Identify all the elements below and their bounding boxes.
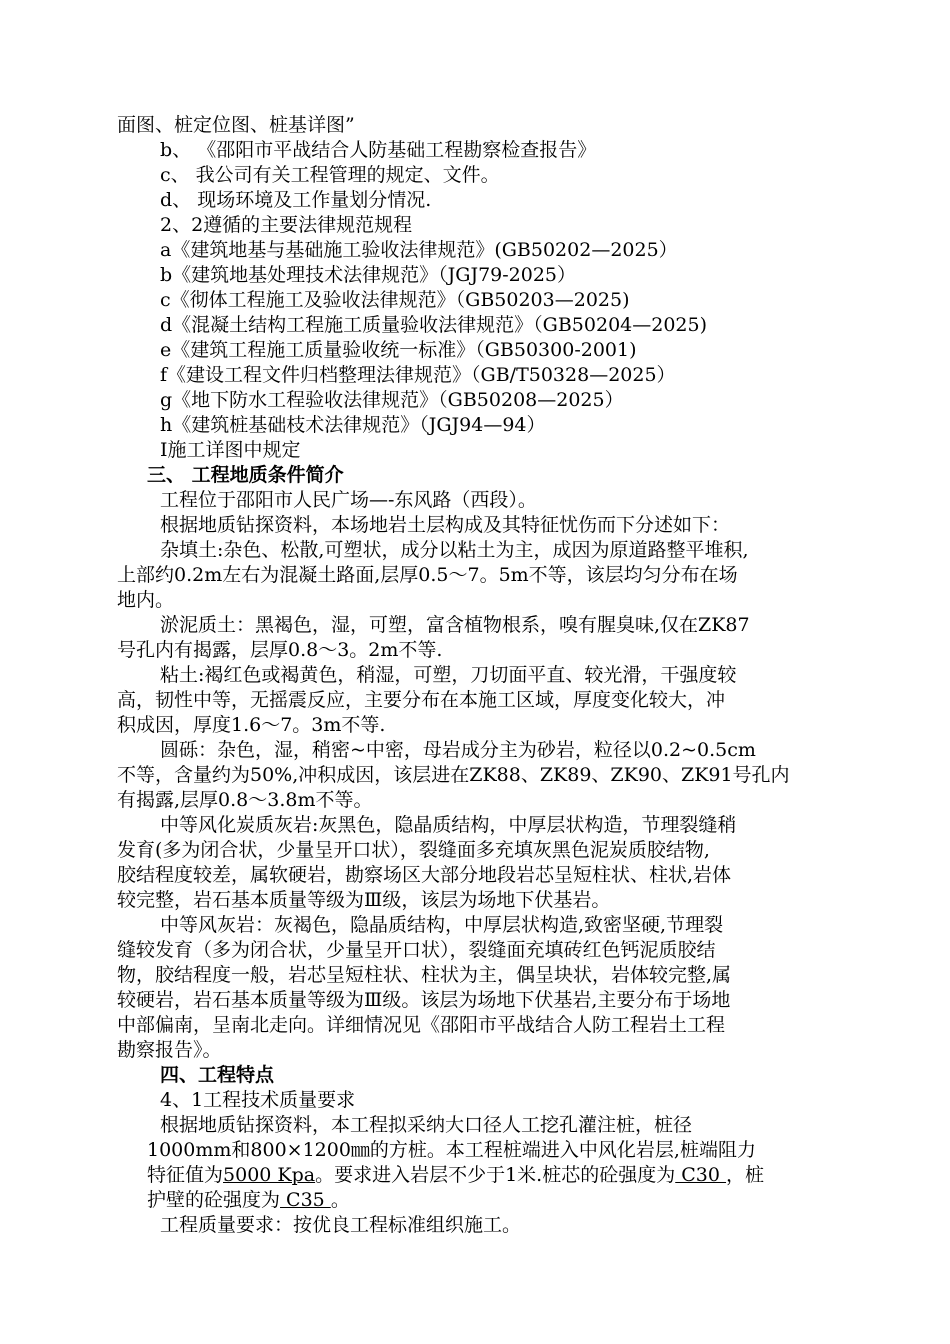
line-segment: 护壁的砼强度为 bbox=[147, 1189, 281, 1211]
paragraph-line bbox=[147, 1163, 764, 1188]
paragraph-line: 工程位于邵阳市人民广场—-东风路（西段）。 bbox=[160, 489, 537, 511]
standard-item: h《建筑桩基础枝术法律规范》（JGJ94—94） bbox=[160, 414, 546, 436]
paragraph-line: 中等风灰岩：灰褐色，隐晶质结构，中厚层状构造,致密坚硬,节理裂 bbox=[160, 914, 724, 936]
paragraph-line: 勘察报告》。 bbox=[117, 1039, 222, 1061]
paragraph-line: 根据地质钻探资料，本场地岩土层构成及其特征忧伤而下分述如下： bbox=[160, 514, 731, 536]
reference-item: c、 我公司有关工程管理的规定、文件。 bbox=[160, 164, 500, 186]
standard-item: e《建筑工程施工质量验收统一标准》（GB50300-2001) bbox=[160, 339, 637, 361]
reference-item: d、 现场环境及工作量划分情况. bbox=[160, 189, 432, 211]
paragraph-line bbox=[147, 1188, 350, 1213]
section-heading: 三、 工程地质条件简介 bbox=[147, 464, 344, 486]
paragraph-line: 较硬岩，岩石基本质量等级为Ⅲ级。该层为场地下伏基岩,主要分布于场地 bbox=[117, 989, 731, 1011]
paragraph-line: 发育(多为闭合状，少量呈开口状），裂缝面多充填灰黑色泥炭质胶结物, bbox=[117, 839, 710, 861]
line-segment: 。 bbox=[330, 1189, 350, 1211]
standard-item: I施工详图中规定 bbox=[160, 439, 301, 461]
paragraph-line: 积成因，厚度1.6～7。3m不等. bbox=[117, 714, 386, 736]
standard-item: g《地下防水工程验收法律规范》（GB50208—2025） bbox=[160, 389, 624, 411]
paragraph-line: 中部偏南，呈南北走向。详细情况见《邵阳市平战结合人防工程岩土工程 bbox=[117, 1014, 726, 1036]
core-concrete-grade: C30 bbox=[675, 1164, 727, 1186]
paragraph-line: 杂填土:杂色、松散,可塑状，成分以粘土为主，成因为原道路整平堆积, bbox=[160, 539, 749, 561]
paragraph-line: 高，韧性中等，无摇震反应，主要分布在本施工区域，厚度变化较大，冲 bbox=[117, 689, 726, 711]
paragraph-line: 工程质量要求：按优良工程标准组织施工。 bbox=[160, 1214, 522, 1236]
paragraph-line: 号孔内有揭露，层厚0.8～3。2m不等. bbox=[117, 639, 443, 661]
standard-item: c《彻体工程施工及验收法律规范》（GB50203—2025) bbox=[160, 289, 630, 311]
paragraph-line: 缝较发育（多为闭合状，少量呈开口状），裂缝面充填砖红色钙泥质胶结 bbox=[117, 939, 716, 961]
paragraph-line: 不等，含量约为50%,冲积成因，该层进在ZK88、ZK89、ZK90、ZK91号孔内 bbox=[117, 764, 790, 786]
section-heading: 四、工程特点 bbox=[160, 1064, 275, 1086]
paragraph-line: 中等风化炭质灰岩:灰黑色，隐晶质结构，中厚层状构造，节理裂缝稍 bbox=[160, 814, 737, 836]
paragraph-line: 圆砾：杂色，湿，稍密~中密，母岩成分主为砂岩，粒径以0.2~0.5cm bbox=[160, 739, 756, 761]
paragraph-line: 较完整，岩石基本质量等级为Ⅲ级，该层为场地下伏基岩。 bbox=[117, 889, 611, 911]
standard-item: d《混凝土结构工程施工质量验收法律规范》（GB50204—2025) bbox=[160, 314, 708, 336]
paragraph-line: 粘土:褐红色或褐黄色，稍湿，可塑，刀切面平直、较光滑，干强度较 bbox=[160, 664, 737, 686]
paragraph-line: 有揭露,层厚0.8～3.8m不等。 bbox=[117, 789, 373, 811]
line-segment: ，桩 bbox=[726, 1164, 765, 1186]
paragraph-line: 地内。 bbox=[117, 589, 175, 611]
standard-item: a《建筑地基与基础施工验收法律规范》(GB50202—2025） bbox=[160, 239, 678, 261]
section-subheading: 4、1工程技术质量要求 bbox=[160, 1089, 356, 1111]
wall-concrete-grade: C35 bbox=[280, 1189, 331, 1211]
paragraph-line: 上部约0.2m左右为混凝土路面,层厚0.5～7。5m不等，该层均匀分布在场 bbox=[117, 564, 738, 586]
section-subheading: 2、2遵循的主要法律规范规程 bbox=[160, 214, 413, 236]
paragraph-line: 淤泥质土：黑褐色，湿，可塑，富含植物根系，嗅有腥臭味,仅在ZK87 bbox=[160, 614, 750, 636]
standard-item: f《建设工程文件归档整理法律规范》（GB/T50328—2025） bbox=[160, 364, 676, 386]
line-segment: 特征值为 bbox=[147, 1164, 224, 1186]
line-segment: 。要求进入岩层不少于1米.桩芯的砼强度为 bbox=[315, 1164, 676, 1186]
standard-item: b《建筑地基处理技术法律规范》（JGJ79-2025） bbox=[160, 264, 577, 286]
paragraph-line: 根据地质钻探资料，本工程拟采纳大口径人工挖孔灌注桩，桩径 bbox=[160, 1114, 693, 1136]
paragraph-line: 1000mm和800×1200㎜的方桩。本工程桩端进入中风化岩层,桩端阻力 bbox=[147, 1139, 756, 1161]
paragraph-line: 物，胶结程度一般，岩芯呈短柱状、柱状为主，偶呈块状，岩体较完整,属 bbox=[117, 964, 732, 986]
text-line: 面图、桩定位图、桩基详图” bbox=[117, 114, 355, 136]
pile-capacity-value: 5000 Kpa bbox=[223, 1164, 316, 1186]
reference-item: b、 《邵阳市平战结合人防基础工程勘察检查报告》 bbox=[160, 139, 597, 161]
paragraph-line: 胶结程度较差，属软硬岩，勘察场区大部分地段岩芯呈短柱状、柱状,岩体 bbox=[117, 864, 732, 886]
